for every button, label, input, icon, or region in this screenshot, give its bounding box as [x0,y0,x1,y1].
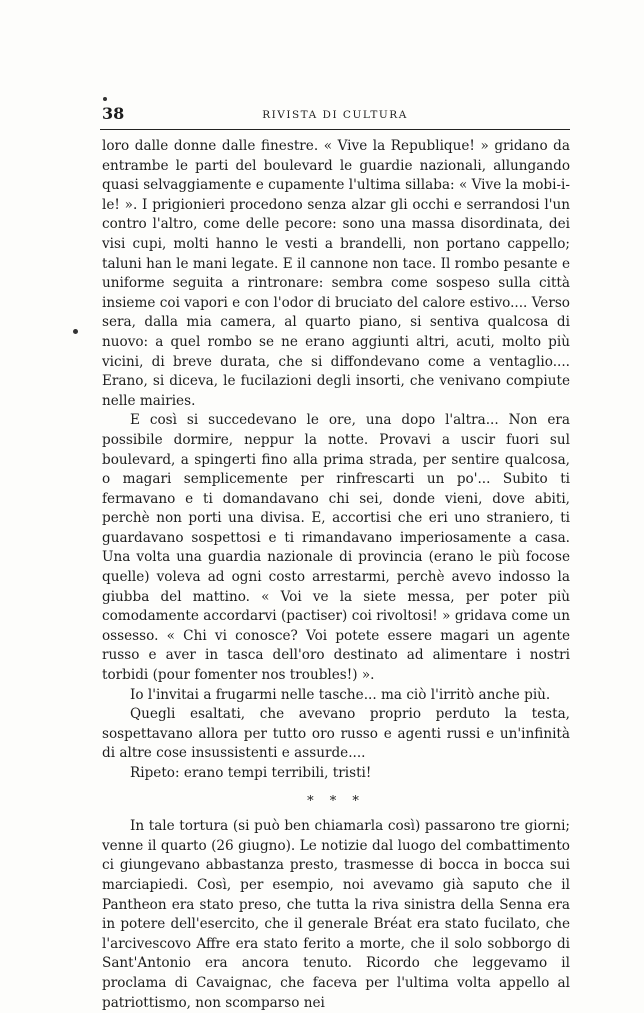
section-separator: * * * [307,793,365,809]
page-number: 38 [102,104,125,123]
paragraph: Io l'invitai a frugarmi nelle tasche... ma ciò l'irritò anche più. [130,686,551,703]
body-text [102,137,570,1013]
paragraph: Quegli esaltati, che avevano proprio perduto la testa, sospettavano allora per tutto oro russo e agenti russi e un'infinità di altre cose insussistenti e assurde.... [102,706,570,762]
paragraph: Ripeto: erano tempi terribili, tristi! [130,765,372,781]
paragraph: loro dalle donne dalle finestre. « Vive la Republique! » gridano da entrambe le parti del boulevard le guardie nazionali, allungando quasi selvaggiamente e cupamente l'ultima sillaba: « Vive la mobi-i-le! ». I prigionieri procedono senza alzar gli occhi e serrandosi l'un contro l'altro, come delle pecore: sono una massa disordinata, dei visi cupi, molti hanno le vesti a brandelli, non portano cappello; taluni han le mani legate. E il cannone non tace. Il rombo pesante e uniforme seguita a rintronare: sembra come sospeso sulla città insieme coi vapori e con l'odor di bruciato del calore estivo.... Verso sera, dalla mia camera, al quarto piano, si sentiva qualcosa di nuovo: a quel rombo se ne erano aggiunti altri, acuti, molto più vicini, di breve durata, che si diffondevano come a ventaglio.... Erano, si diceva, le fucilazioni degli insorti, che venivano compiute nelle mairies. [102,138,570,409]
paragraph: E così si succedevano le ore, una dopo l'altra... Non era possibile dormire, neppur la notte. Provavi a uscir fuori sul boulevard, a spingerti fino alla prima strada, per sentire qualcosa, o magari semplicemente per rinfrescarti un po'... Subito ti fermavano e ti domandavano chi sei, donde vieni, dove abiti, perchè non porti una divisa. E, accortisi che eri uno straniero, ti guardavano sospettosi e ti rimandavano imperiosamente a casa. Una volta una guardia nazionale di provincia (erano le più focose quelle) voleva ad ogni costo arrestarmi, perchè avevo indosso la giubba del mattino. « Voi ve la siete messa, per poter più comodamente accordarvi (pactiser) coi rivoltosi! » gridava come un ossesso. « Chi vi conosce? Voi potete essere magari un agente russo e aver in tasca dell'oro destinato ad alimentare i nostri torbidi (pour fomenter nos troubles!) ». [102,412,570,684]
running-header [100,104,570,126]
paragraph: In tale tortura (si può ben chiamarla così) passarono tre giorni; venne il quarto (26 giugno). Le notizie dal luogo del combattimento ci giungevano abbastanza presto, trasmesse di bocca in bocca sui marciapiedi. Così, per esempio, noi avevamo già saputo che il Pantheon era stato preso, che tutta la riva sinistra della Senna era in potere dell'esercito, che il generale Bréat era stato fucilato, che l'arcivescovo Affre era stato ferito a morte, che il solo sobborgo di Sant'Antonio era ancora tenuto. Ricordo che leggevamo il proclama di Cavaignac, che faceva per l'ultima volta appello al patriottismo, non scomparso nei [102,818,570,1011]
page-speck [73,329,78,334]
header-rule [100,129,570,130]
running-title: RIVISTA DI CULTURA [262,109,408,121]
page-speck [103,97,107,101]
